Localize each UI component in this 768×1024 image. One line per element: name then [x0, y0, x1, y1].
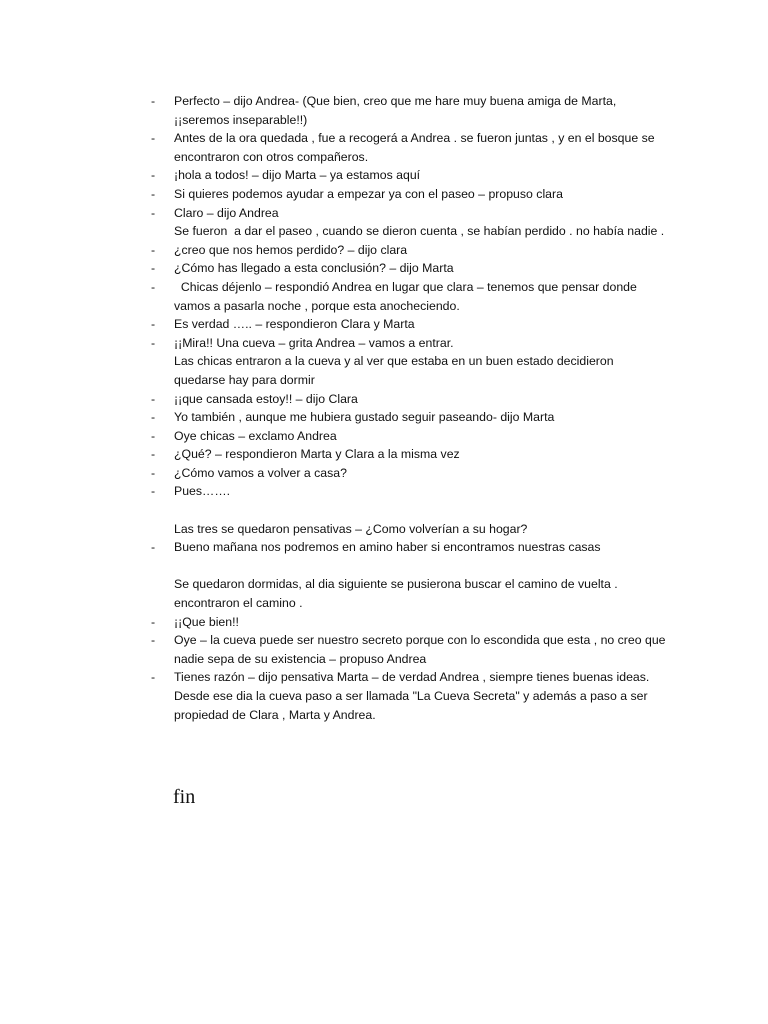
line-text: Las tres se quedaron pensativas – ¿Como volverían a su hogar? [174, 521, 528, 536]
blank-line [0, 557, 768, 576]
line-text: Se fueron a dar el paseo , cuando se dieron cuenta , se habían perdido . no había nadie . [174, 224, 665, 239]
line-text: Bueno mañana nos podremos en amino haber si encontramos nuestras casas [174, 540, 601, 555]
list-dash: - [151, 484, 156, 499]
list-dash: - [151, 261, 156, 276]
dialogue-item [0, 241, 768, 260]
narration-paragraph [0, 352, 768, 389]
narration-paragraph [0, 575, 768, 612]
list-dash: - [151, 614, 156, 629]
dialogue-item [0, 278, 768, 315]
line-text: Oye chicas – exclamo Andrea [174, 428, 337, 443]
line-text: ¡¡Mira!! Una cueva – grita Andrea – vamos a entrar. [174, 335, 454, 350]
line-text: Yo también , aunque me hubiera gustado seguir paseando- dijo Marta [174, 410, 555, 425]
narration-paragraph [0, 222, 768, 241]
line-text: Pues……. [174, 484, 231, 499]
dialogue-item [0, 538, 768, 557]
dialogue-item [0, 464, 768, 483]
list-dash: - [151, 670, 156, 685]
dialogue-item [0, 129, 768, 166]
list-dash: - [151, 540, 156, 555]
list-dash: - [151, 205, 156, 220]
line-text: Si quieres podemos ayudar a empezar ya con el paseo – propuso clara [174, 186, 563, 201]
dialogue-item [0, 259, 768, 278]
list-dash: - [151, 447, 156, 462]
list-dash: - [151, 317, 156, 332]
dialogue-item [0, 631, 768, 668]
narration-paragraph [0, 687, 768, 724]
list-dash: - [151, 633, 156, 648]
narration-paragraph [0, 520, 768, 539]
list-dash: - [151, 391, 156, 406]
line-text: ¿creo que nos hemos perdido? – dijo clara [174, 242, 408, 257]
line-text: Claro – dijo Andrea [174, 205, 279, 220]
list-dash: - [151, 279, 156, 294]
list-dash: - [151, 242, 156, 257]
line-text: Antes de la ora quedada , fue a recogerá a Andrea . se fueron juntas , y en el bosque se encontraron con otros compañeros. [174, 131, 659, 164]
blank-line [0, 501, 768, 520]
closing-word: fin [173, 786, 196, 808]
line-text: Es verdad ….. – respondieron Clara y Marta [174, 317, 415, 332]
list-dash: - [151, 168, 156, 183]
dialogue-item [0, 390, 768, 409]
line-text: ¡¡que cansada estoy!! – dijo Clara [174, 391, 358, 406]
list-dash: - [151, 94, 156, 108]
line-text: ¿Cómo has llegado a esta conclusión? – dijo Marta [174, 261, 454, 276]
line-text: ¡hola a todos! – dijo Marta – ya estamos aquí [174, 168, 421, 183]
dialogue-item [0, 315, 768, 334]
document-body [0, 92, 768, 724]
list-dash: - [151, 428, 156, 443]
list-dash: - [151, 131, 156, 146]
list-dash: - [151, 186, 156, 201]
line-text: Tienes razón – dijo pensativa Marta – de verdad Andrea , siempre tienes buenas ideas. [174, 670, 650, 685]
dialogue-item [0, 613, 768, 632]
dialogue-item [0, 668, 768, 687]
list-dash: - [151, 335, 156, 350]
dialogue-item [0, 166, 768, 185]
dialogue-item [0, 185, 768, 204]
line-text: Las chicas entraron a la cueva y al ver que estaba en un buen estado decidieron quedarse hay para dormir [174, 354, 617, 387]
list-dash: - [151, 465, 156, 480]
line-text: Perfecto – dijo Andrea- (Que bien, creo que me hare muy buena amiga de Marta, ¡¡seremos inseparable!!) [174, 94, 620, 127]
dialogue-item [0, 92, 768, 129]
dialogue-item [0, 445, 768, 464]
dialogue-item [0, 204, 768, 223]
line-text: Desde ese dia la cueva paso a ser llamada "La Cueva Secreta" y además a paso a ser propiedad de Clara , Marta y Andrea. [174, 689, 651, 722]
list-dash: - [151, 410, 156, 425]
line-text: Se quedaron dormidas, al dia siguiente se pusierona buscar el camino de vuelta . encontraron el camino . [174, 577, 622, 611]
line-text: ¿Qué? – respondieron Marta y Clara a la misma vez [174, 447, 460, 462]
dialogue-item [0, 427, 768, 446]
line-text: ¿Cómo vamos a volver a casa? [174, 465, 347, 480]
line-text: Chicas déjenlo – respondió Andrea en lugar que clara – tenemos que pensar donde vamos a pasarla noche , porque esta anocheciendo. [174, 279, 641, 313]
line-text: ¡¡Que bien!! [174, 614, 239, 629]
dialogue-item [0, 408, 768, 427]
line-text: Oye – la cueva puede ser nuestro secreto porque con lo escondida que esta , no creo que nadie sepa de su existencia – propuso Andrea [174, 633, 669, 666]
dialogue-item [0, 482, 768, 501]
dialogue-item [0, 334, 768, 353]
